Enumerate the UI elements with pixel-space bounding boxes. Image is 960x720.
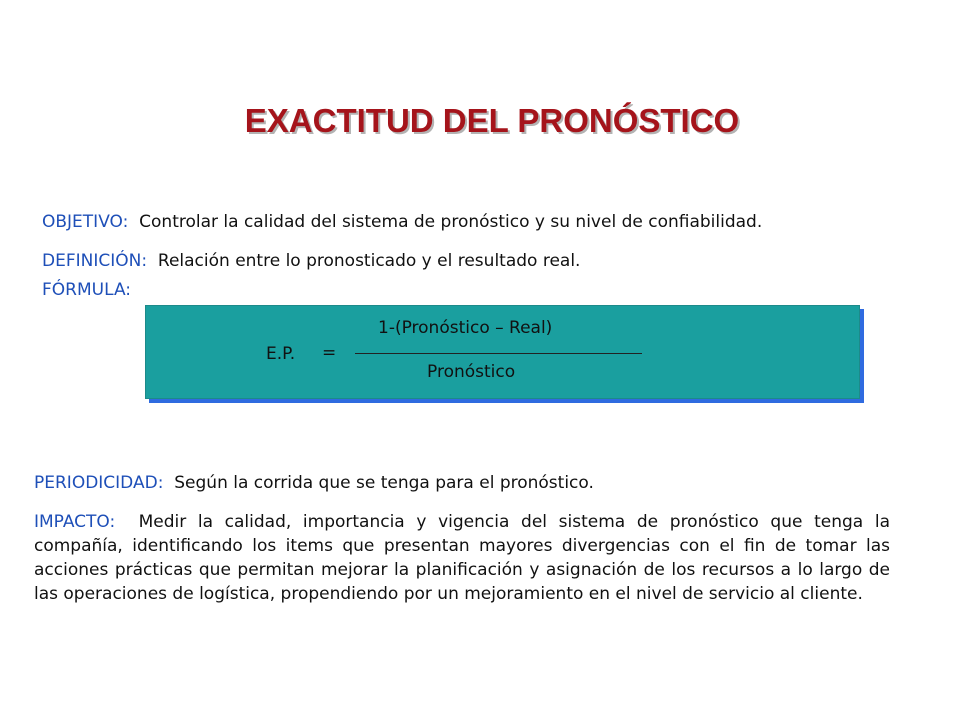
formula-numerator: 1-(Pronóstico – Real) [378, 318, 553, 338]
formula-row [42, 279, 131, 301]
objetivo-row [42, 211, 762, 233]
formula-label: FÓRMULA: [42, 280, 132, 300]
formula-equals: = [322, 343, 337, 363]
objetivo-label: OBJETIVO: [42, 212, 129, 232]
definicion-text: Relación entre lo pronosticado y el resultado real. [157, 251, 581, 271]
impacto-label: IMPACTO: [34, 512, 116, 532]
fraction-bar [355, 353, 642, 354]
definicion-row [42, 250, 580, 272]
impacto-text: Medir la calidad, importancia y vigencia del sistema de pronóstico que tenga la compañía, identificando los items que presentan mayores divergencias con el fin de tomar las acciones prácticas que permitan mejorar la planificación y asignación de los recursos a lo largo de las operaciones de logística, propendiendo por un mejoramiento en el nivel de servicio al cliente. [34, 512, 890, 604]
formula-denominator: Pronóstico [427, 362, 516, 382]
periodicidad-row [34, 472, 594, 494]
formula-box [145, 305, 860, 399]
impacto-paragraph [34, 510, 890, 606]
periodicidad-label: PERIODICIDAD: [34, 473, 164, 493]
slide-title: EXACTITUD DEL PRONÓSTICO [244, 102, 740, 139]
definicion-label: DEFINICIÓN: [42, 251, 148, 271]
formula-lhs: E.P. [266, 344, 296, 364]
objetivo-text: Controlar la calidad del sistema de pronóstico y su nivel de confiabilidad. [139, 212, 763, 232]
periodicidad-text: Según la corrida que se tenga para el pronóstico. [174, 473, 594, 493]
